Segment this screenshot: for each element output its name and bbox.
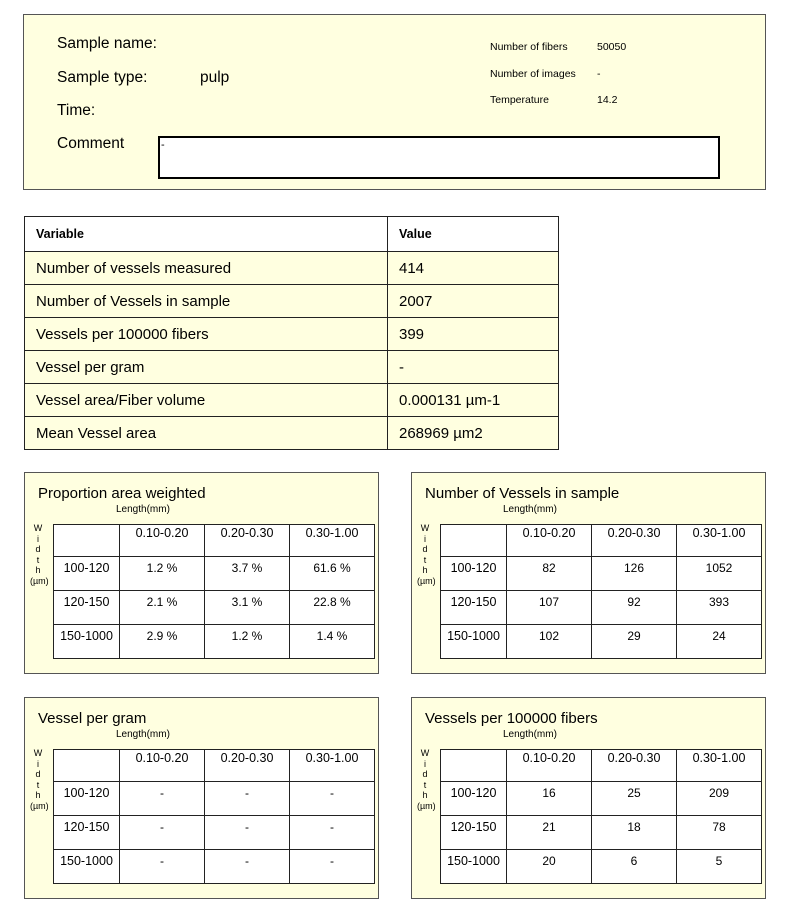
matrix-row bbox=[54, 625, 375, 659]
matrix-row bbox=[441, 557, 762, 591]
matrix-cell: 102 bbox=[507, 625, 592, 659]
matrix-row bbox=[441, 850, 762, 884]
matrix-title: Proportion area weighted bbox=[38, 485, 206, 502]
fibers-label: Number of fibers bbox=[490, 41, 568, 53]
length-column-header: 0.10-0.20 bbox=[120, 750, 205, 782]
width-axis-label bbox=[417, 523, 436, 586]
variable-cell: Number of Vessels in sample bbox=[25, 285, 388, 318]
length-axis-label: Length(mm) bbox=[116, 504, 170, 515]
length-column-header: 0.10-0.20 bbox=[120, 525, 205, 557]
matrix-cell: 1.2 % bbox=[120, 557, 205, 591]
width-row-header: 120-150 bbox=[54, 591, 120, 625]
width-row-header: 120-150 bbox=[441, 591, 507, 625]
matrix-cell: 126 bbox=[592, 557, 677, 591]
value-cell: 0.000131 µm-1 bbox=[388, 384, 559, 417]
width-row-header: 100-120 bbox=[441, 557, 507, 591]
corner-cell bbox=[441, 750, 507, 782]
matrix-cell: 209 bbox=[677, 782, 762, 816]
matrix-row bbox=[441, 591, 762, 625]
matrix-cell: 82 bbox=[507, 557, 592, 591]
matrix-row bbox=[54, 850, 375, 884]
matrix-grid bbox=[53, 524, 375, 659]
length-axis-label: Length(mm) bbox=[503, 504, 557, 515]
summary-table bbox=[24, 216, 559, 450]
sample-type-label: Sample type: bbox=[57, 69, 148, 86]
width-row-header: 150-1000 bbox=[441, 625, 507, 659]
matrix-cell: - bbox=[290, 816, 375, 850]
matrix-panel-vessels-per-100000-fibers bbox=[411, 697, 766, 899]
matrix-cell: - bbox=[205, 816, 290, 850]
value-cell: - bbox=[388, 351, 559, 384]
matrix-cell: - bbox=[120, 816, 205, 850]
matrix-panel-vessels-in-sample bbox=[411, 472, 766, 674]
length-column-header: 0.20-0.30 bbox=[592, 525, 677, 557]
width-axis-unit: (µm) bbox=[30, 575, 49, 586]
width-axis-text: W i d t h bbox=[420, 523, 430, 575]
matrix-cell: 20 bbox=[507, 850, 592, 884]
matrix-cell: 3.1 % bbox=[205, 591, 290, 625]
table-row bbox=[25, 384, 559, 417]
matrix-cell: 78 bbox=[677, 816, 762, 850]
comment-field[interactable] bbox=[158, 136, 720, 179]
table-row bbox=[25, 417, 559, 450]
width-axis-label bbox=[30, 748, 49, 811]
matrix-cell: - bbox=[120, 782, 205, 816]
matrix-row bbox=[441, 782, 762, 816]
sample-info-panel bbox=[23, 14, 766, 190]
temperature-label: Temperature bbox=[490, 94, 549, 106]
matrix-cell: 16 bbox=[507, 782, 592, 816]
width-axis-unit: (µm) bbox=[417, 800, 436, 811]
matrix-cell: - bbox=[290, 782, 375, 816]
matrix-cell: 25 bbox=[592, 782, 677, 816]
width-row-header: 150-1000 bbox=[441, 850, 507, 884]
length-axis-label: Length(mm) bbox=[503, 729, 557, 740]
length-column-header: 0.20-0.30 bbox=[205, 750, 290, 782]
width-row-header: 120-150 bbox=[441, 816, 507, 850]
matrix-cell: 1.2 % bbox=[205, 625, 290, 659]
matrix-cell: 3.7 % bbox=[205, 557, 290, 591]
width-axis-text: W i d t h bbox=[420, 748, 430, 800]
matrix-cell: 18 bbox=[592, 816, 677, 850]
length-column-header: 0.30-1.00 bbox=[290, 525, 375, 557]
width-axis-unit: (µm) bbox=[417, 575, 436, 586]
sample-name-label: Sample name: bbox=[57, 35, 157, 52]
length-column-header: 0.10-0.20 bbox=[507, 525, 592, 557]
matrix-title: Vessel per gram bbox=[38, 710, 147, 727]
matrix-cell: 24 bbox=[677, 625, 762, 659]
matrix-row bbox=[441, 625, 762, 659]
width-axis-text: W i d t h bbox=[33, 748, 43, 800]
variable-cell: Vessel per gram bbox=[25, 351, 388, 384]
matrix-cell: - bbox=[290, 850, 375, 884]
variable-cell: Vessel area/Fiber volume bbox=[25, 384, 388, 417]
matrix-grid bbox=[53, 749, 375, 884]
column-header-variable: Variable bbox=[25, 217, 388, 252]
matrix-cell: 92 bbox=[592, 591, 677, 625]
length-column-header: 0.10-0.20 bbox=[507, 750, 592, 782]
matrix-cell: 107 bbox=[507, 591, 592, 625]
matrix-row bbox=[54, 816, 375, 850]
matrix-panel-vessel-per-gram bbox=[24, 697, 379, 899]
value-cell: 399 bbox=[388, 318, 559, 351]
matrix-title: Vessels per 100000 fibers bbox=[425, 710, 598, 727]
matrix-cell: 393 bbox=[677, 591, 762, 625]
matrix-grid bbox=[440, 524, 762, 659]
width-axis-label bbox=[417, 748, 436, 811]
matrix-title: Number of Vessels in sample bbox=[425, 485, 620, 502]
fibers-value: 50050 bbox=[597, 41, 627, 53]
table-row bbox=[25, 252, 559, 285]
width-row-header: 100-120 bbox=[441, 782, 507, 816]
matrix-cell: 1052 bbox=[677, 557, 762, 591]
width-row-header: 150-1000 bbox=[54, 850, 120, 884]
comment-value: - bbox=[161, 139, 165, 151]
time-label: Time: bbox=[57, 102, 96, 119]
matrix-cell: - bbox=[205, 850, 290, 884]
value-cell: 268969 µm2 bbox=[388, 417, 559, 450]
images-value: - bbox=[597, 68, 601, 80]
matrix-cell: - bbox=[120, 850, 205, 884]
variable-cell: Number of vessels measured bbox=[25, 252, 388, 285]
variable-cell: Mean Vessel area bbox=[25, 417, 388, 450]
width-axis-unit: (µm) bbox=[30, 800, 49, 811]
width-row-header: 100-120 bbox=[54, 782, 120, 816]
matrix-cell: 1.4 % bbox=[290, 625, 375, 659]
corner-cell bbox=[441, 525, 507, 557]
matrix-cell: 22.8 % bbox=[290, 591, 375, 625]
sample-type-value: pulp bbox=[200, 69, 230, 86]
width-row-header: 100-120 bbox=[54, 557, 120, 591]
matrix-cell: 21 bbox=[507, 816, 592, 850]
images-label: Number of images bbox=[490, 68, 576, 80]
length-column-header: 0.30-1.00 bbox=[290, 750, 375, 782]
matrix-row bbox=[54, 782, 375, 816]
corner-cell bbox=[54, 525, 120, 557]
matrix-row bbox=[441, 816, 762, 850]
matrix-cell: 29 bbox=[592, 625, 677, 659]
corner-cell bbox=[54, 750, 120, 782]
matrix-cell: 2.9 % bbox=[120, 625, 205, 659]
table-row bbox=[25, 351, 559, 384]
value-cell: 2007 bbox=[388, 285, 559, 318]
temperature-value: 14.2 bbox=[597, 94, 618, 106]
matrix-grid bbox=[440, 749, 762, 884]
matrix-panel-proportion-area bbox=[24, 472, 379, 674]
width-row-header: 150-1000 bbox=[54, 625, 120, 659]
matrix-row bbox=[54, 557, 375, 591]
matrix-row bbox=[54, 591, 375, 625]
table-row bbox=[25, 318, 559, 351]
value-cell: 414 bbox=[388, 252, 559, 285]
variable-cell: Vessels per 100000 fibers bbox=[25, 318, 388, 351]
matrix-cell: 6 bbox=[592, 850, 677, 884]
length-column-header: 0.20-0.30 bbox=[592, 750, 677, 782]
width-row-header: 120-150 bbox=[54, 816, 120, 850]
table-row bbox=[25, 285, 559, 318]
width-axis-label bbox=[30, 523, 49, 586]
length-column-header: 0.30-1.00 bbox=[677, 525, 762, 557]
comment-label: Comment bbox=[57, 135, 125, 152]
width-axis-text: W i d t h bbox=[33, 523, 43, 575]
length-axis-label: Length(mm) bbox=[116, 729, 170, 740]
column-header-value: Value bbox=[388, 217, 559, 252]
matrix-cell: 61.6 % bbox=[290, 557, 375, 591]
matrix-cell: 5 bbox=[677, 850, 762, 884]
length-column-header: 0.30-1.00 bbox=[677, 750, 762, 782]
matrix-cell: 2.1 % bbox=[120, 591, 205, 625]
matrix-cell: - bbox=[205, 782, 290, 816]
length-column-header: 0.20-0.30 bbox=[205, 525, 290, 557]
